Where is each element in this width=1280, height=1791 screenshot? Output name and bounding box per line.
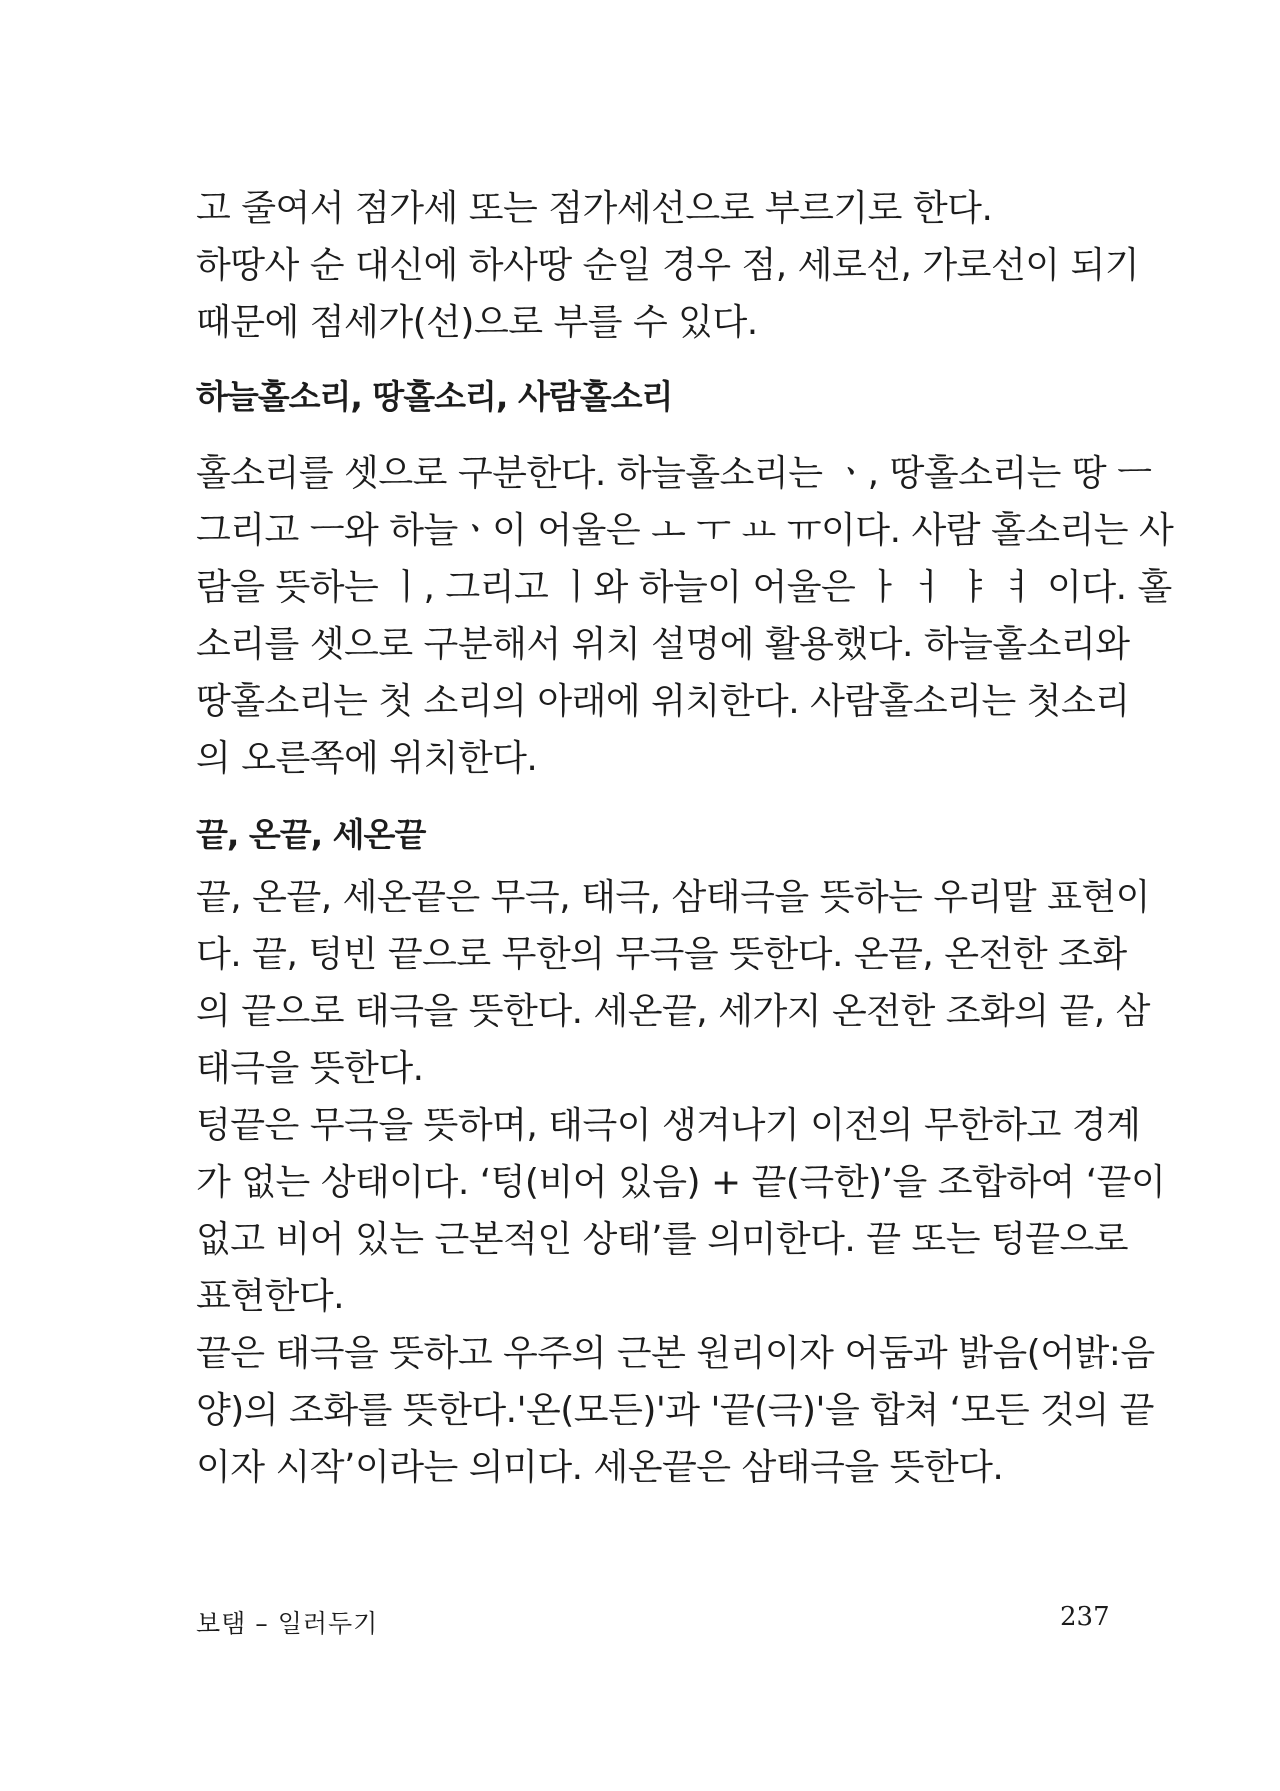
- text-line: 끝, 온끝, 세온끝은 무극, 태극, 삼태극을 뜻하는 우리말 표현이: [196, 877, 1150, 918]
- text-line: 고 줄여서 점가세 또는 점가세선으로 부르기로 한다.: [196, 188, 993, 229]
- text-line: 끝은 태극을 뜻하고 우주의 근본 원리이자 어둠과 밝음(어밝:음: [196, 1333, 1155, 1374]
- paragraph-kkeut: [196, 869, 1166, 1496]
- text-line: 그리고 ㅡ와 하늘ㆍ이 어울은 ㅗ ㅜ ㅛ ㅠ이다. 사람 홀소리는 사: [196, 510, 1174, 551]
- text-line: 의 오른쪽에 위치한다.: [196, 738, 538, 779]
- text-line: 이자 시작’이라는 의미다. 세온끝은 삼태극을 뜻한다.: [196, 1447, 1004, 1488]
- section-heading-vowels: 하늘홀소리, 땅홀소리, 사람홀소리: [196, 377, 673, 416]
- text-line: 의 끝으로 태극을 뜻한다. 세온끝, 세가지 온전한 조화의 끝, 삼: [196, 991, 1150, 1032]
- text-line: 땅홀소리는 첫 소리의 아래에 위치한다. 사람홀소리는 첫소리: [196, 681, 1130, 722]
- text-line: 표현한다.: [196, 1276, 345, 1317]
- footer-section-title: 보탬 – 일러두기: [196, 1609, 379, 1638]
- page-content: [196, 180, 1174, 1496]
- paragraph-intro: [196, 180, 1140, 351]
- text-line: 양)의 조화를 뜻한다.'온(모든)'과 '끝(극)'을 합쳐 ‘모든 것의 끝: [196, 1390, 1154, 1431]
- text-line: 다. 끝, 텅빈 끝으로 무한의 무극을 뜻한다. 온끝, 온전한 조화: [196, 934, 1127, 975]
- section-heading-kkeut: 끝, 온끝, 세온끝: [196, 815, 426, 854]
- text-line: 람을 뜻하는 ㅣ, 그리고 ㅣ와 하늘이 어울은 ㅏ ㅓ ㅑ ㅕ 이다. 홀: [196, 567, 1172, 608]
- text-line: 가 없는 상태이다. ‘텅(비어 있음) + 끝(극한)’을 조합하여 ‘끝이: [196, 1162, 1166, 1203]
- text-line: 홀소리를 셋으로 구분한다. 하늘홀소리는 ㆍ, 땅홀소리는 땅 ㅡ: [196, 453, 1152, 494]
- text-line: 없고 비어 있는 근본적인 상태’를 의미한다. 끝 또는 텅끝으로: [196, 1219, 1129, 1260]
- text-line: 소리를 셋으로 구분해서 위치 설명에 활용했다. 하늘홀소리와: [196, 624, 1130, 665]
- paragraph-vowels: [196, 445, 1174, 787]
- text-line: 텅끝은 무극을 뜻하며, 태극이 생겨나기 이전의 무한하고 경계: [196, 1105, 1141, 1146]
- page-number: 237: [1060, 1602, 1110, 1632]
- text-line: 때문에 점세가(선)으로 부를 수 있다.: [196, 302, 758, 343]
- text-line: 태극을 뜻한다.: [196, 1048, 424, 1089]
- text-line: 하땅사 순 대신에 하사땅 순일 경우 점, 세로선, 가로선이 되기: [196, 245, 1140, 286]
